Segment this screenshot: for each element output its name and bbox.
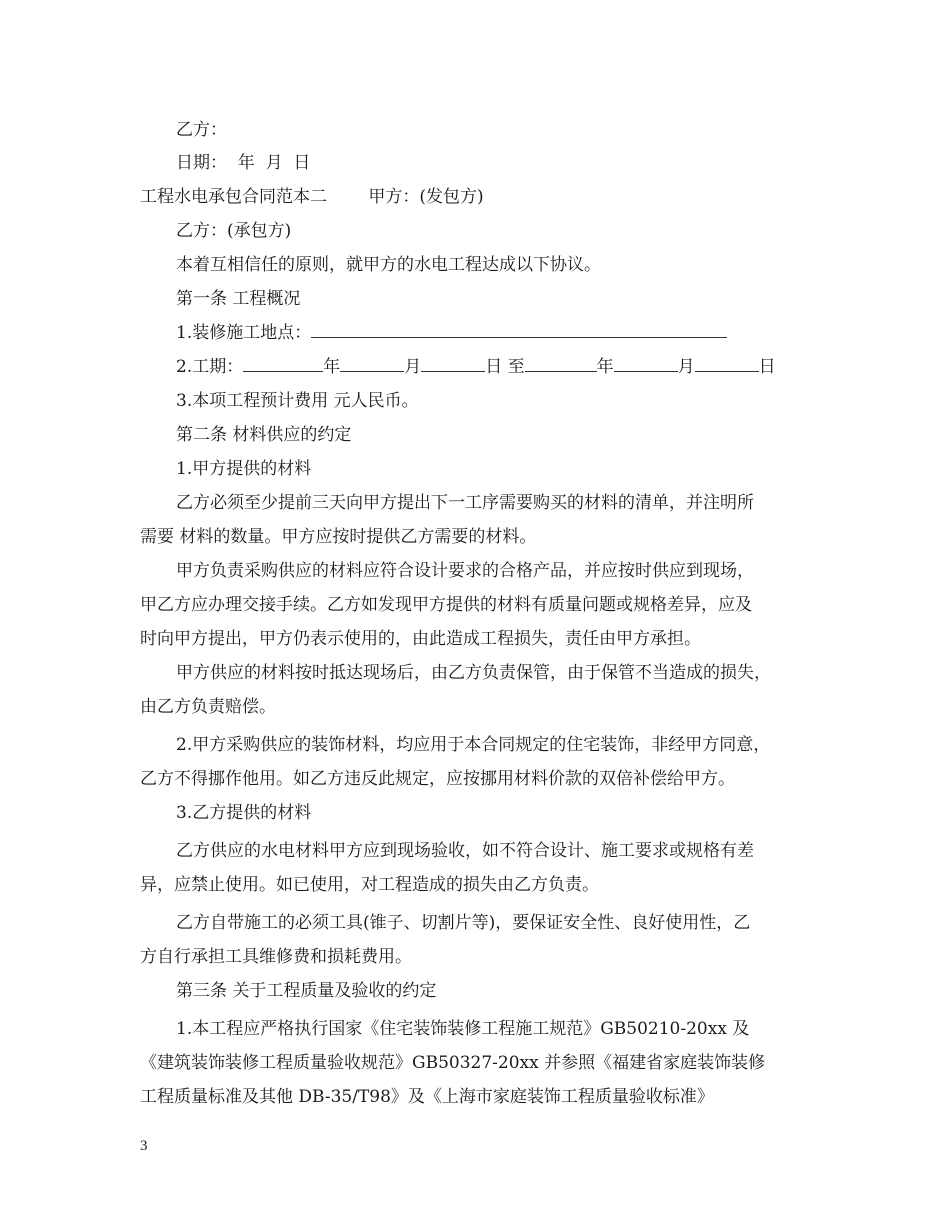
contract-heading-line bbox=[140, 180, 830, 214]
subsection-3-heading bbox=[140, 796, 866, 830]
date-label: 日期： 年 月 日 bbox=[176, 153, 311, 173]
subsection-1-heading bbox=[140, 452, 866, 486]
estimated-cost-text: 3.本项工程预计费用 元人民币。 bbox=[176, 391, 419, 411]
paragraph-text: 甲方供应的材料按时抵达现场后，由乙方负责保管，由于保管不当造成的损失， bbox=[176, 663, 771, 683]
paragraph-text: 工程质量标准及其他 DB-35/T98》及《上海市家庭装饰工程质量验收标准》 bbox=[140, 1087, 714, 1107]
paragraph-line bbox=[140, 520, 830, 554]
paragraph-line bbox=[140, 588, 830, 622]
paragraph-line bbox=[140, 906, 866, 940]
paragraph-text: 《建筑装饰装修工程质量验收规范》GB50327-20xx 并参照《福建省家庭装饰装修 bbox=[140, 1053, 766, 1073]
party-a-label: 甲方：(发包方) bbox=[368, 187, 484, 207]
page-number: 3 bbox=[140, 1138, 148, 1154]
end-month-label: 月 bbox=[677, 357, 695, 377]
preamble-text: 本着互相信任的原则，就甲方的水电工程达成以下协议。 bbox=[176, 255, 601, 275]
paragraph-line bbox=[140, 834, 866, 868]
paragraph-line bbox=[140, 554, 866, 588]
start-month-blank bbox=[340, 351, 404, 372]
day-to-label: 日 至 bbox=[485, 357, 525, 377]
article-1-title: 第一条 工程概况 bbox=[176, 289, 301, 309]
paragraph-text: 时向甲方提出，甲方仍表示使用的，由此造成工程损失，责任由甲方承担。 bbox=[140, 629, 701, 649]
paragraph-text: 乙方供应的水电材料甲方应到现场验收，如不符合设计、施工要求或规格有差 bbox=[176, 841, 754, 861]
paragraph-text: 异，应禁止使用。如已使用，对工程造成的损失由乙方负责。 bbox=[140, 875, 599, 895]
party-b-signature-line bbox=[140, 113, 866, 147]
article-1-heading bbox=[140, 282, 866, 316]
paragraph-text: 甲方负责采购供应的材料应符合设计要求的合格产品，并应按时供应到现场， bbox=[176, 561, 754, 581]
construction-site-blank bbox=[311, 317, 727, 338]
date-line bbox=[140, 146, 866, 180]
article-3-title: 第三条 关于工程质量及验收的约定 bbox=[176, 981, 437, 1001]
end-day-blank bbox=[695, 351, 759, 372]
paragraph-line bbox=[140, 622, 830, 656]
subsection-3-title: 3.乙方提供的材料 bbox=[176, 803, 312, 823]
article-2-heading bbox=[140, 418, 866, 452]
paragraph-line bbox=[140, 940, 830, 974]
paragraph-line bbox=[140, 762, 830, 796]
paragraph-text: 方自行承担工具维修费和损耗费用。 bbox=[140, 947, 412, 967]
paragraph-text: 乙方不得挪作他用。如乙方违反此规定，应按挪用材料价款的双倍补偿给甲方。 bbox=[140, 769, 735, 789]
paragraph-text: 2.甲方采购供应的装饰材料，均应用于本合同规定的住宅装饰，非经甲方同意， bbox=[176, 735, 771, 755]
party-b-line bbox=[140, 214, 866, 248]
start-day-blank bbox=[421, 351, 485, 372]
duration-label: 2.工期： bbox=[176, 357, 244, 377]
paragraph-line bbox=[140, 868, 830, 902]
paragraph-line bbox=[140, 1012, 866, 1046]
end-month-blank bbox=[614, 351, 678, 372]
paragraph-text: 由乙方负责赔偿。 bbox=[140, 697, 276, 717]
paragraph-line bbox=[140, 728, 866, 762]
article-2-title: 第二条 材料供应的约定 bbox=[176, 425, 352, 445]
end-year-label: 年 bbox=[596, 357, 614, 377]
month-label: 月 bbox=[404, 357, 422, 377]
party-b-contractor-label: 乙方：(承包方) bbox=[176, 221, 292, 241]
article-3-heading bbox=[140, 974, 866, 1008]
year-label: 年 bbox=[323, 357, 341, 377]
paragraph-text: 需要 材料的数量。甲方应按时提供乙方需要的材料。 bbox=[140, 527, 537, 547]
construction-site-line bbox=[140, 316, 866, 350]
estimated-cost-line bbox=[140, 384, 866, 418]
paragraph-line bbox=[140, 690, 830, 724]
contract-title: 工程水电承包合同范本二 bbox=[140, 187, 327, 207]
paragraph-text: 1.本工程应严格执行国家《住宅装饰装修工程施工规范》GB50210-20xx 及 bbox=[176, 1019, 750, 1039]
start-year-blank bbox=[243, 351, 323, 372]
subsection-1-title: 1.甲方提供的材料 bbox=[176, 459, 312, 479]
duration-line bbox=[140, 350, 866, 384]
paragraph-line bbox=[140, 1046, 830, 1080]
paragraph-text: 乙方必须至少提前三天向甲方提出下一工序需要购买的材料的清单，并注明所 bbox=[176, 493, 754, 513]
end-day-label: 日 bbox=[758, 357, 776, 377]
paragraph-text: 乙方自带施工的必须工具(锥子、切割片等)，要保证安全性、良好使用性，乙 bbox=[176, 913, 751, 933]
construction-site-label: 1.装修施工地点： bbox=[176, 323, 312, 343]
paragraph-text: 甲乙方应办理交接手续。乙方如发现甲方提供的材料有质量问题或规格差异，应及 bbox=[140, 595, 752, 615]
paragraph-line bbox=[140, 1080, 830, 1114]
end-year-blank bbox=[525, 351, 597, 372]
party-b-label: 乙方： bbox=[176, 120, 227, 140]
paragraph-line bbox=[140, 486, 866, 520]
preamble bbox=[140, 248, 866, 282]
paragraph-line bbox=[140, 656, 866, 690]
